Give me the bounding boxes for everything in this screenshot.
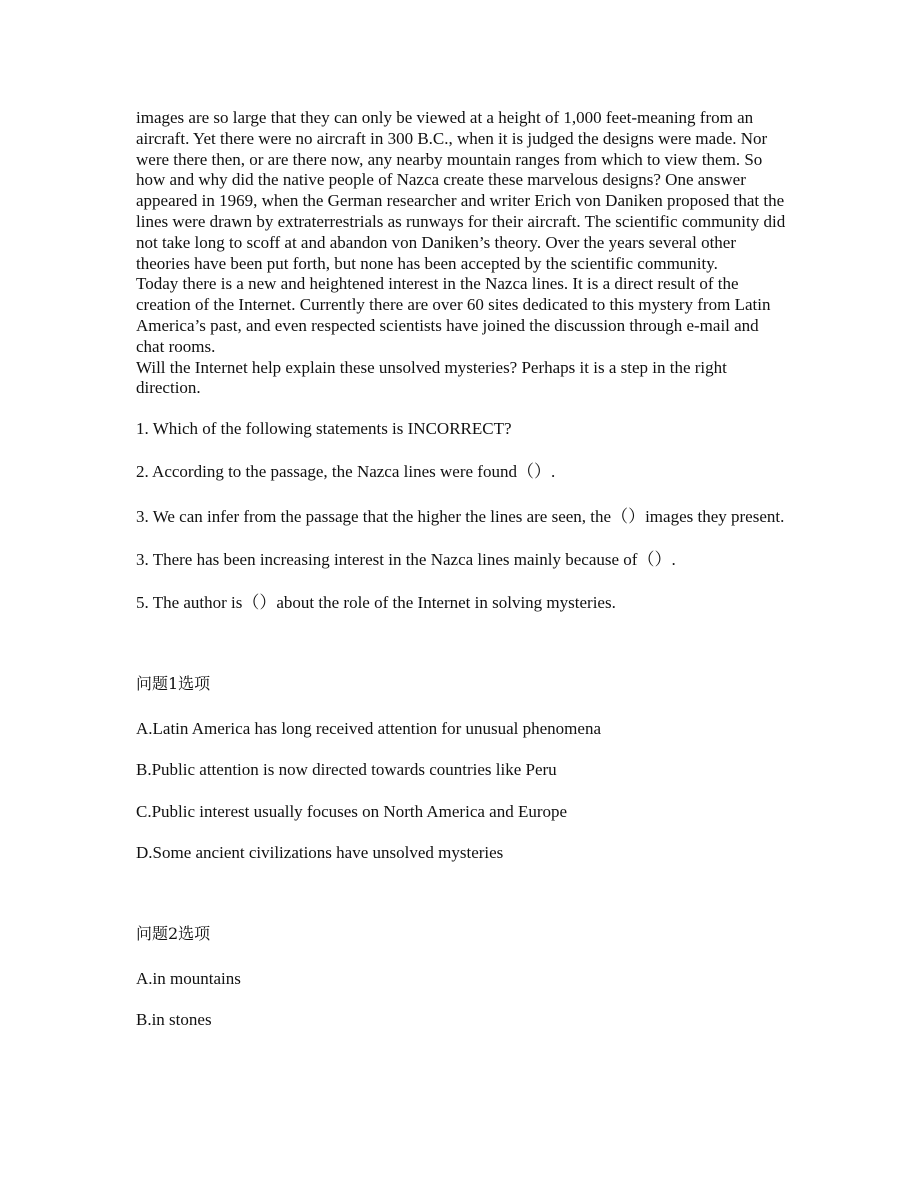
option-group-1 <box>136 674 786 863</box>
question-4: 3. There has been increasing interest in the Nazca lines mainly because of（）. <box>136 549 676 569</box>
passage-paragraph-1: images are so large that they can only be viewed at a height of 1,000 feet-meaning from an aircraft. Yet there were no aircraft in 300 B.C., when it is judged the designs were made. Nor were there then, or are there now, any nearby mountain ranges from which to view them. So how and why did the native people of Nazca create these marvelous designs? One answer appeared in 1969, when the German researcher and writer Erich von Daniken proposed that the lines were drawn by extraterrestrials as runways for their aircraft. The scientific community did not take long to scoff at and abandon von Daniken’s theory. Over the years several other theories have been put forth, but none has been accepted by the scientific community. <box>136 108 786 273</box>
option-c: C.Public interest usually focuses on North America and Europe <box>136 801 568 821</box>
option-group-2 <box>136 924 786 1031</box>
document-page <box>136 108 786 1031</box>
option-group-title: 问题2选项 <box>136 923 211 943</box>
option-b: B.Public attention is now directed towards countries like Peru <box>136 760 557 780</box>
option-a: A.Latin America has long received attention for unusual phenomena <box>136 719 601 739</box>
option-d: D.Some ancient civilizations have unsolved mysteries <box>136 843 504 863</box>
question-list <box>136 419 786 613</box>
option-a: A.in mountains <box>136 968 241 988</box>
passage-paragraph-3: Will the Internet help explain these unsolved mysteries? Perhaps it is a step in the right direction. <box>136 357 727 398</box>
question-1: 1. Which of the following statements is INCORRECT? <box>136 419 512 439</box>
passage-paragraph-2: Today there is a new and heightened interest in the Nazca lines. It is a direct result of the creation of the Internet. Currently there are over 60 sites dedicated to this mystery from Latin America’s past, and even respected scientists have joined the discussion through e-mail and chat rooms. <box>136 274 771 356</box>
option-group-title: 问题1选项 <box>136 674 211 694</box>
question-3: 3. We can infer from the passage that the higher the lines are seen, the（）images they present. <box>136 506 785 526</box>
passage <box>136 108 786 399</box>
question-2: 2. According to the passage, the Nazca lines were found（）. <box>136 461 556 481</box>
option-b: B.in stones <box>136 1009 212 1029</box>
question-5: 5. The author is（）about the role of the Internet in solving mysteries. <box>136 592 616 612</box>
